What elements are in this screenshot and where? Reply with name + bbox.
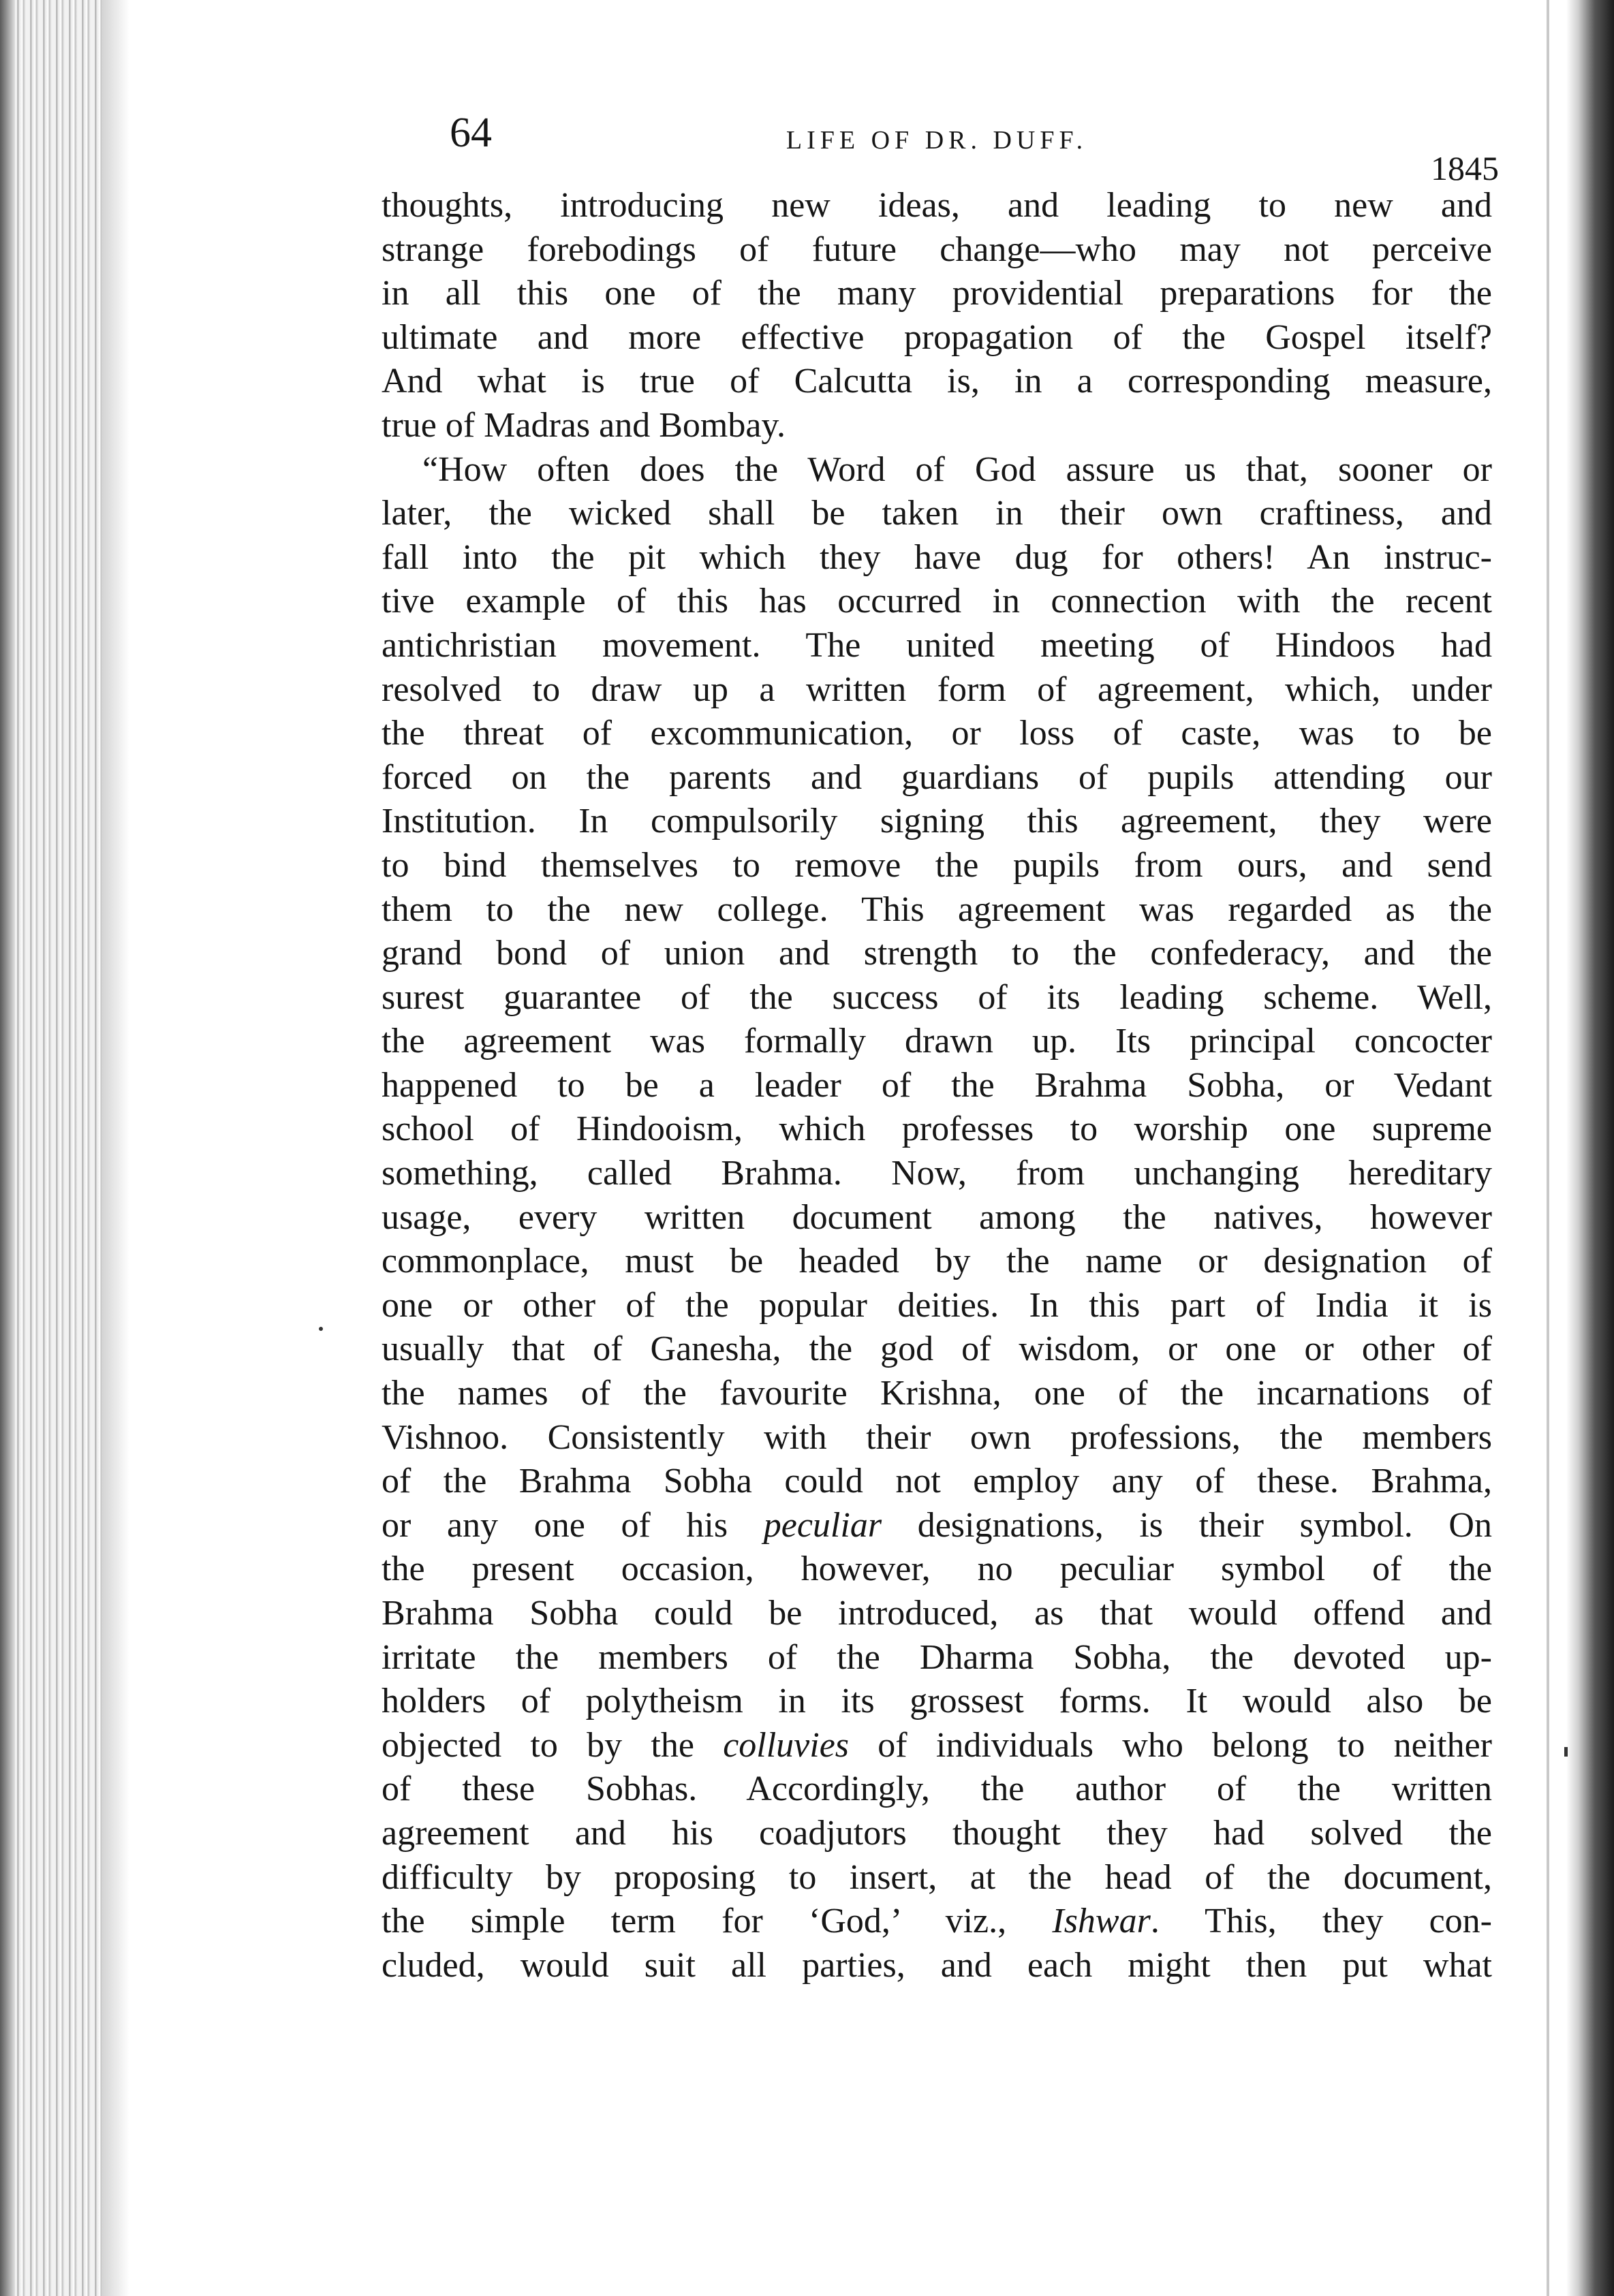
text-line: Brahma Sobha could be introduced, as that would offend and [382, 1594, 1492, 1633]
text-line: in all this one of the many providential preparations for the [382, 274, 1492, 313]
text-line: holders of polytheism in its grossest forms. It would also be [382, 1682, 1492, 1721]
text-line: the simple term for ‘God,’ viz., Ishwar. This, they con- [382, 1902, 1492, 1941]
text-line: “How often does the Word of God assure us that, sooner or [422, 450, 1492, 489]
text-line: agreement and his coadjutors thought they had solved the [382, 1813, 1492, 1853]
text-line: difficulty by proposing to insert, at the head of the document, [382, 1857, 1492, 1897]
text-line: the present occasion, however, no peculiar symbol of the [382, 1550, 1492, 1589]
text-line: later, the wicked shall be taken in their own craftiness, and [382, 494, 1492, 533]
text-line: Vishnoo. Consistently with their own professions, the members [382, 1417, 1492, 1457]
text-line: them to the new college. This agreement was regarded as the [382, 890, 1492, 929]
text-line: the threat of excommunication, or loss of caste, was to be [382, 714, 1492, 753]
text-line: grand bond of union and strength to the confederacy, and the [382, 934, 1492, 973]
body-text [382, 184, 1492, 1987]
text-line: cluded, would suit all parties, and each might then put what [382, 1945, 1492, 1985]
text-line: to bind themselves to remove the pupils from ours, and send [382, 845, 1492, 885]
text-line: ultimate and more effective propagation of the Gospel itself? [382, 317, 1492, 357]
page-number: 64 [450, 110, 492, 156]
text-line: usually that of Ganesha, the god of wisdom, or one or other of [382, 1330, 1492, 1369]
text-line: fall into the pit which they have dug for others! An instruc- [382, 537, 1492, 577]
text-line: Institution. In compulsorily signing this agreement, they were [382, 802, 1492, 841]
text-line: forced on the parents and guardians of pupils attending our [382, 757, 1492, 797]
text-line: the agreement was formally drawn up. Its principal concocter [382, 1022, 1492, 1061]
text-line: or any one of his peculiar designations, is their symbol. On [382, 1505, 1492, 1545]
text-line: thoughts, introducing new ideas, and leading to new and [382, 186, 1492, 225]
page-header [382, 109, 1499, 187]
text-line: usage, every written document among the natives, however [382, 1197, 1492, 1237]
text-line: irritate the members of the Dharma Sobha, the devoted up- [382, 1637, 1492, 1677]
text-line: something, called Brahma. Now, from unchanging hereditary [382, 1154, 1492, 1193]
page-edge-fade [102, 0, 129, 2296]
text-line: happened to be a leader of the Brahma Sobha, or Vedant [382, 1065, 1492, 1105]
text-line: antichristian movement. The united meeting of Hindoos had [382, 625, 1492, 665]
text-line: of the Brahma Sobha could not employ any of these. Brahma, [382, 1462, 1492, 1501]
text-line: objected to by the colluvies of individuals who belong to neither [382, 1725, 1492, 1765]
text-line: strange forebodings of future change—who may not perceive [382, 230, 1492, 269]
ink-speck [1564, 1747, 1568, 1757]
book-page-edges [0, 0, 102, 2296]
text-line: commonplace, must be headed by the name or designation of [382, 1242, 1492, 1281]
text-line: the names of the favourite Krishna, one of the incarnations of [382, 1374, 1492, 1413]
text-line: surest guarantee of the success of its leading scheme. Well, [382, 977, 1492, 1017]
book-page [382, 109, 1499, 1987]
binding-shadow [1566, 0, 1614, 2296]
header-year: 1845 [1431, 149, 1499, 187]
book-spine-shadow [0, 0, 15, 2296]
text-line: one or other of the popular deities. In this part of India it is [382, 1285, 1492, 1325]
ink-speck [319, 1327, 323, 1331]
binding-line [1547, 0, 1549, 2296]
text-line: And what is true of Calcutta is, in a corresponding measure, [382, 362, 1492, 401]
text-line: true of Madras and Bombay. [382, 405, 786, 445]
text-line: resolved to draw up a written form of agreement, which, under [382, 670, 1492, 709]
text-line: of these Sobhas. Accordingly, the author of the written [382, 1770, 1492, 1809]
text-line: tive example of this has occurred in connection with the recent [382, 582, 1492, 621]
running-title: LIFE OF DR. DUFF. [786, 126, 1088, 155]
text-line: school of Hindooism, which professes to worship one supreme [382, 1110, 1492, 1149]
